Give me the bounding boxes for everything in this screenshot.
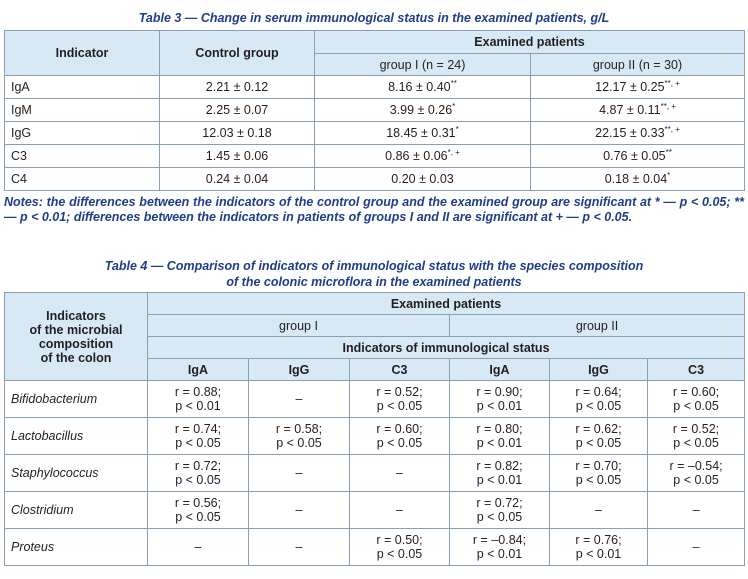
table3	[4, 30, 745, 191]
correlation-cell: –	[249, 492, 350, 529]
table-row	[5, 455, 745, 492]
header-microbial-indicators: Indicators of the microbial composition of the colon	[5, 293, 148, 381]
group1-value: 3.99 ± 0.26*	[315, 99, 531, 122]
group2-value: 12.17 ± 0.25**, +	[531, 76, 745, 99]
table-row	[5, 381, 745, 418]
correlation-cell: r = 0.60; p < 0.05	[648, 381, 745, 418]
col-header: IgA	[450, 359, 550, 381]
correlation-cell: –	[648, 529, 745, 566]
correlation-cell: r = –0.54; p < 0.05	[648, 455, 745, 492]
header-group-2: group II (n = 30)	[531, 54, 745, 76]
group2-value: 0.76 ± 0.05**	[531, 145, 745, 168]
control-value: 2.25 ± 0.07	[160, 99, 315, 122]
control-value: 1.45 ± 0.06	[160, 145, 315, 168]
col-header: IgA	[148, 359, 249, 381]
group2-value: 4.87 ± 0.11**, +	[531, 99, 745, 122]
correlation-cell: r = 0.90; p < 0.01	[450, 381, 550, 418]
correlation-cell: r = 0.64; p < 0.05	[550, 381, 648, 418]
group1-value: 0.86 ± 0.06*, +	[315, 145, 531, 168]
row-microbe-name: Lactobacillus	[5, 418, 148, 455]
correlation-cell: r = 0.82; p < 0.01	[450, 455, 550, 492]
col-header: C3	[648, 359, 745, 381]
correlation-cell: r = 0.56; p < 0.05	[148, 492, 249, 529]
correlation-cell: –	[350, 455, 450, 492]
col-header: IgG	[550, 359, 648, 381]
correlation-cell: r = 0.76; p < 0.01	[550, 529, 648, 566]
col-header: IgG	[249, 359, 350, 381]
correlation-cell: –	[249, 455, 350, 492]
correlation-cell: r = –0.84; p < 0.01	[450, 529, 550, 566]
header-examined-patients: Examined patients	[148, 293, 745, 315]
header-control-group: Control group	[160, 31, 315, 76]
correlation-cell: r = 0.72; p < 0.05	[450, 492, 550, 529]
group1-value: 0.20 ± 0.03	[315, 168, 531, 191]
group2-value: 0.18 ± 0.04*	[531, 168, 745, 191]
correlation-cell: r = 0.74; p < 0.05	[148, 418, 249, 455]
correlation-cell: r = 0.58; p < 0.05	[249, 418, 350, 455]
table-row	[5, 168, 745, 191]
table4-caption-line1: Table 4 — Comparison of indicators of immunological status with the species composition	[104, 259, 644, 273]
header-group-1: group I	[148, 315, 450, 337]
control-value: 12.03 ± 0.18	[160, 122, 315, 145]
row-microbe-name: Clostridium	[5, 492, 148, 529]
control-value: 0.24 ± 0.04	[160, 168, 315, 191]
correlation-cell: r = 0.50; p < 0.05	[350, 529, 450, 566]
correlation-cell: –	[148, 529, 249, 566]
row-indicator: C4	[5, 168, 160, 191]
table-row	[5, 529, 745, 566]
header-examined-patients: Examined patients	[315, 31, 745, 54]
control-value: 2.21 ± 0.12	[160, 76, 315, 99]
table-row	[5, 122, 745, 145]
correlation-cell: –	[648, 492, 745, 529]
correlation-cell: r = 0.80; p < 0.01	[450, 418, 550, 455]
header-indicator: Indicator	[5, 31, 160, 76]
correlation-cell: r = 0.88; p < 0.01	[148, 381, 249, 418]
header-immunological-status: Indicators of immunological status	[148, 337, 745, 359]
row-microbe-name: Proteus	[5, 529, 148, 566]
row-microbe-name: Bifidobacterium	[5, 381, 148, 418]
row-indicator: IgM	[5, 99, 160, 122]
table3-caption: Table 3 — Change in serum immunological status in the examined patients, g/L	[138, 11, 610, 25]
correlation-cell: –	[249, 381, 350, 418]
group2-value: 22.15 ± 0.33**, +	[531, 122, 745, 145]
correlation-cell: r = 0.72; p < 0.05	[148, 455, 249, 492]
row-indicator: IgA	[5, 76, 160, 99]
table4-caption-line2: of the colonic microflora in the examined patients	[226, 275, 522, 289]
table-row	[5, 76, 745, 99]
group1-value: 18.45 ± 0.31*	[315, 122, 531, 145]
correlation-cell: r = 0.70; p < 0.05	[550, 455, 648, 492]
header-group-1: group I (n = 24)	[315, 54, 531, 76]
table-row	[5, 99, 745, 122]
table3-notes: Notes: the differences between the indicators of the control group and the examined group are significant at * — p < 0.05; ** — p < 0.01; differences between the indicators in patients of groups I and II are significant at + — p < 0.05.	[4, 195, 744, 224]
correlation-cell: r = 0.60; p < 0.05	[350, 418, 450, 455]
header-group-2: group II	[450, 315, 745, 337]
table-row	[5, 145, 745, 168]
group1-value: 8.16 ± 0.40**	[315, 76, 531, 99]
correlation-cell: –	[350, 492, 450, 529]
table-row	[5, 492, 745, 529]
correlation-cell: r = 0.62; p < 0.05	[550, 418, 648, 455]
col-header: C3	[350, 359, 450, 381]
row-microbe-name: Staphylococcus	[5, 455, 148, 492]
row-indicator: IgG	[5, 122, 160, 145]
table4	[4, 292, 745, 566]
correlation-cell: r = 0.52; p < 0.05	[350, 381, 450, 418]
row-indicator: C3	[5, 145, 160, 168]
correlation-cell: –	[249, 529, 350, 566]
correlation-cell: r = 0.52; p < 0.05	[648, 418, 745, 455]
correlation-cell: –	[550, 492, 648, 529]
table-row	[5, 418, 745, 455]
